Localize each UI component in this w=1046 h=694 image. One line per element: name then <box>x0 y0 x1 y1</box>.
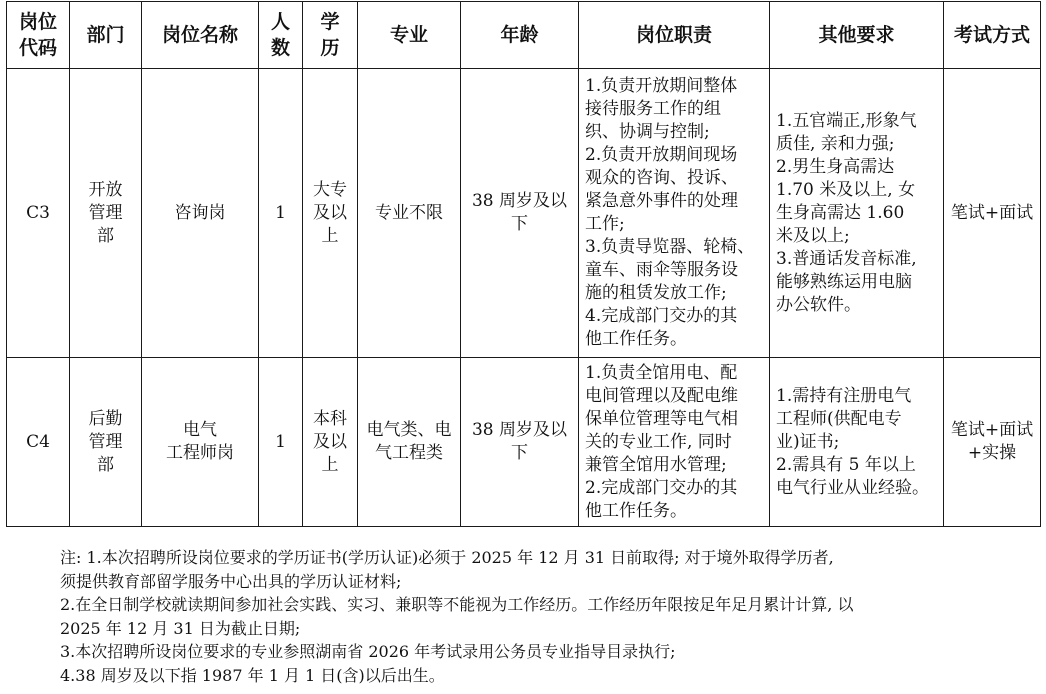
cell-requirements: 1.需持有注册电气 工程师(供配电专 业)证书; 2.需具有 5 年以上 电气行业从业经验。 <box>770 358 944 527</box>
cell-position: 咨询岗 <box>142 69 259 358</box>
table-row <box>7 69 1041 358</box>
cell-exam: 笔试+面试 +实操 <box>944 358 1041 527</box>
cell-position: 电气 工程师岗 <box>142 358 259 527</box>
header-row <box>7 2 1041 69</box>
header-count: 人 数 <box>259 2 303 69</box>
recruitment-table <box>6 1 1041 527</box>
note-line: 4.38 周岁及以下指 1987 年 1 月 1 日(含)以后出生。 <box>60 665 445 685</box>
header-age: 年龄 <box>461 2 579 69</box>
header-major: 专业 <box>358 2 461 69</box>
note-line: 3.本次招聘所设岗位要求的专业参照湖南省 2026 年考试录用公务员专业指导目录执行; <box>60 642 676 661</box>
cell-requirements: 1.五官端正,形象气 质佳, 亲和力强; 2.男生身高需达 1.70 米及以上, 女 生身高需达 1.60 米及以上; 3.普通话发音标准, 能够熟练运用电脑 办公软件。 <box>770 69 944 358</box>
header-dept: 部门 <box>70 2 142 69</box>
table-row <box>7 358 1041 527</box>
cell-edu: 本科 及以 上 <box>303 358 358 527</box>
cell-dept: 开放 管理 部 <box>70 69 142 358</box>
cell-duties: 1.负责开放期间整体 接待服务工作的组 织、协调与控制; 2.负责开放期间现场 观众的咨询、投诉、 紧急意外事件的处理 工作; 3.负责导览器、轮椅、 童车、雨伞等服务设 施的租赁发放工作; 4.完成部门交办的其 他工作任务。 <box>579 69 770 358</box>
header-edu: 学 历 <box>303 2 358 69</box>
header-requirements: 其他要求 <box>770 2 944 69</box>
note-line: 须提供教育部留学服务中心出具的学历认证材料; <box>60 571 402 591</box>
cell-duties: 1.负责全馆用电、配 电间管理以及配电维 保单位管理等电气相 关的专业工作, 同时 兼管全馆用水管理; 2.完成部门交办的其 他工作任务。 <box>579 358 770 527</box>
cell-major: 电气类、电 气工程类 <box>358 358 461 527</box>
notes-section <box>60 546 1020 687</box>
cell-age: 38 周岁及以 下 <box>461 358 579 527</box>
cell-major: 专业不限 <box>358 69 461 358</box>
cell-exam: 笔试+面试 <box>944 69 1041 358</box>
header-position: 岗位名称 <box>142 2 259 69</box>
cell-code: C3 <box>7 69 70 358</box>
header-exam: 考试方式 <box>944 2 1041 69</box>
cell-edu: 大专 及以 上 <box>303 69 358 358</box>
note-line: 2.在全日制学校就读期间参加社会实践、实习、兼职等不能视为工作经历。工作经历年限按足年足月累计计算, 以 <box>60 595 854 614</box>
cell-age: 38 周岁及以 下 <box>461 69 579 358</box>
cell-dept: 后勤 管理 部 <box>70 358 142 527</box>
cell-count: 1 <box>259 69 303 358</box>
header-duties: 岗位职责 <box>579 2 770 69</box>
cell-code: C4 <box>7 358 70 527</box>
cell-count: 1 <box>259 358 303 527</box>
note-line: 注: 1.本次招聘所设岗位要求的学历证书(学历认证)必须于 2025 年 12 月 31 日前取得; 对于境外取得学历者, <box>60 548 834 567</box>
header-code: 岗位 代码 <box>7 2 70 69</box>
note-line: 2025 年 12 月 31 日为截止日期; <box>60 618 301 638</box>
